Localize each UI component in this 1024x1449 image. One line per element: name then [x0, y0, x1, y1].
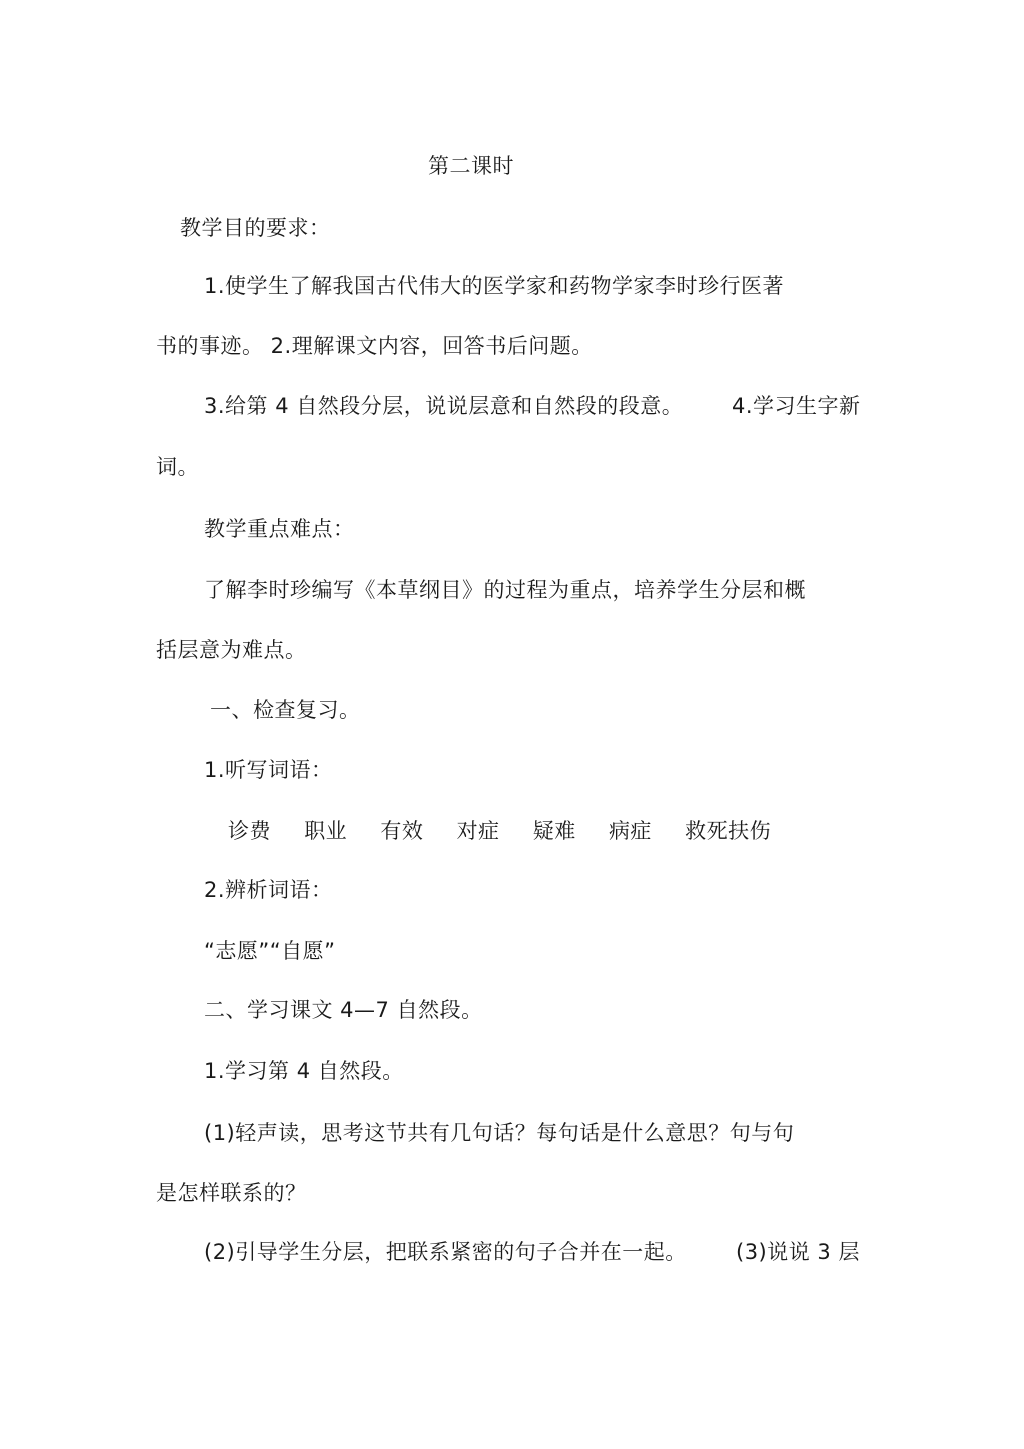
dictation-word: 职业 — [304, 819, 348, 843]
section-two-heading: 二、学习课文 4—7 自然段。 — [204, 998, 483, 1022]
objective-3: 3.给第 4 自然段分层，说说层意和自然段的段意。 — [204, 394, 684, 418]
dictation-word: 病症 — [608, 819, 652, 843]
distinguish-label: 2.辨析词语： — [204, 878, 333, 902]
dictation-word: 救死扶伤 — [685, 819, 772, 843]
objective-1-line1: 1.使学生了解我国古代伟大的医学家和药物学家李时珍行医著 — [204, 274, 785, 298]
objective-4: 4.学习生字新 — [732, 394, 861, 418]
question-2: (2)引导学生分层，把联系紧密的句子合并在一起。 — [204, 1240, 687, 1264]
key-points-heading: 教学重点难点： — [204, 517, 355, 541]
dictation-word: 对症 — [456, 819, 500, 843]
question-1-line2: 是怎样联系的？ — [156, 1181, 307, 1205]
dictation-word: 诊费 — [228, 819, 271, 843]
section-one-heading: 一、检查复习。 — [210, 698, 361, 722]
key-points-line2: 括层意为难点。 — [156, 638, 307, 662]
objective-4-line2: 词。 — [156, 455, 199, 479]
dictation-word: 有效 — [380, 819, 424, 843]
lesson-title: 第二课时 — [428, 154, 514, 178]
objective-1-line2: 书的事迹。 2.理解课文内容，回答书后问题。 — [156, 334, 593, 358]
key-points-line1: 了解李时珍编写《本草纲目》的过程为重点，培养学生分层和概 — [204, 578, 806, 602]
dictation-word: 疑难 — [532, 819, 576, 843]
dictation-label: 1.听写词语： — [204, 758, 333, 782]
question-1-line1: (1)轻声读，思考这节共有几句话？每句话是什么意思？句与句 — [204, 1121, 795, 1145]
section-two-step1: 1.学习第 4 自然段。 — [204, 1059, 404, 1083]
question-3-start: (3)说说 3 层 — [736, 1240, 860, 1264]
objectives-heading: 教学目的要求： — [180, 216, 331, 240]
distinguish-words: “志愿”“自愿” — [204, 939, 336, 963]
dictation-word-list — [228, 817, 771, 845]
